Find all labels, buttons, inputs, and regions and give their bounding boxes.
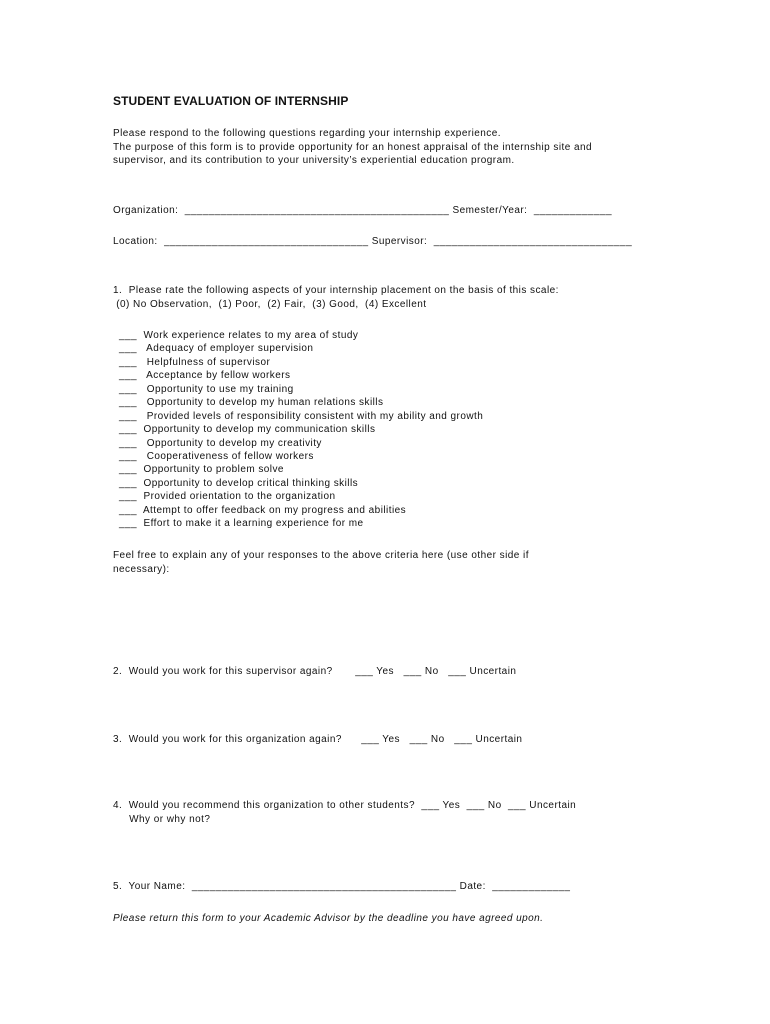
question-1-prompt: 1. Please rate the following aspects of your internship placement on the basis of this scale: (113, 285, 559, 296)
rating-item[interactable]: ___ Opportunity to use my training (119, 383, 294, 395)
question-4[interactable]: 4. Would you recommend this organization to other students? ___ Yes ___ No ___ Uncertain (113, 800, 577, 811)
rating-scale: (0) No Observation, (1) Poor, (2) Fair, (3) Good, (4) Excellent (113, 299, 427, 310)
rating-item[interactable]: ___ Attempt to offer feedback on my progress and abilities (119, 504, 407, 516)
question-2[interactable]: 2. Would you work for this supervisor again? ___ Yes ___ No ___ Uncertain (113, 666, 517, 677)
location-supervisor-field[interactable]: Location: __________________________________ Supervisor: _________________________________ (113, 236, 633, 247)
rating-item[interactable]: ___ Provided levels of responsibility consistent with my ability and growth (119, 410, 484, 422)
rating-item[interactable]: ___ Provided orientation to the organization (119, 491, 336, 503)
return-instructions: Please return this form to your Academic Advisor by the deadline you have agreed upon. (113, 913, 544, 924)
rating-item[interactable]: ___ Cooperativeness of fellow workers (119, 450, 314, 462)
name-date-field[interactable]: 5. Your Name: ____________________________________________ Date: _____________ (113, 881, 571, 892)
rating-item[interactable]: ___ Opportunity to develop my human relations skills (119, 397, 384, 409)
rating-item[interactable]: ___ Helpfulness of supervisor (119, 356, 271, 368)
rating-item[interactable]: ___ Opportunity to develop critical thinking skills (119, 477, 359, 489)
rating-item[interactable]: ___ Opportunity to problem solve (119, 464, 284, 476)
explain-prompt-line-1: Feel free to explain any of your responses to the above criteria here (use other side if (113, 550, 529, 561)
organization-semester-field[interactable]: Organization: ____________________________________________ Semester/Year: _____________ (113, 205, 612, 216)
rating-item[interactable]: ___ Opportunity to develop my creativity (119, 437, 322, 449)
intro-line-1: Please respond to the following questions regarding your internship experience. (113, 128, 501, 139)
rating-items-list (119, 329, 483, 531)
intro-line-2: The purpose of this form is to provide opportunity for an honest appraisal of the internship site and (113, 142, 593, 153)
intro-line-3: supervisor, and its contribution to your university’s experiential education program. (113, 155, 515, 166)
rating-item[interactable]: ___ Work experience relates to my area of study (119, 330, 359, 341)
form-title: STUDENT EVALUATION OF INTERNSHIP (113, 94, 349, 108)
question-3[interactable]: 3. Would you work for this organization again? ___ Yes ___ No ___ Uncertain (113, 734, 523, 745)
rating-item[interactable]: ___ Acceptance by fellow workers (119, 370, 291, 382)
explain-prompt-line-2: necessary): (113, 564, 170, 575)
rating-item[interactable]: ___ Effort to make it a learning experience for me (119, 518, 364, 530)
question-4-followup: Why or why not? (113, 814, 211, 825)
rating-item[interactable]: ___ Opportunity to develop my communication skills (119, 424, 376, 436)
rating-item[interactable]: ___ Adequacy of employer supervision (119, 343, 314, 355)
